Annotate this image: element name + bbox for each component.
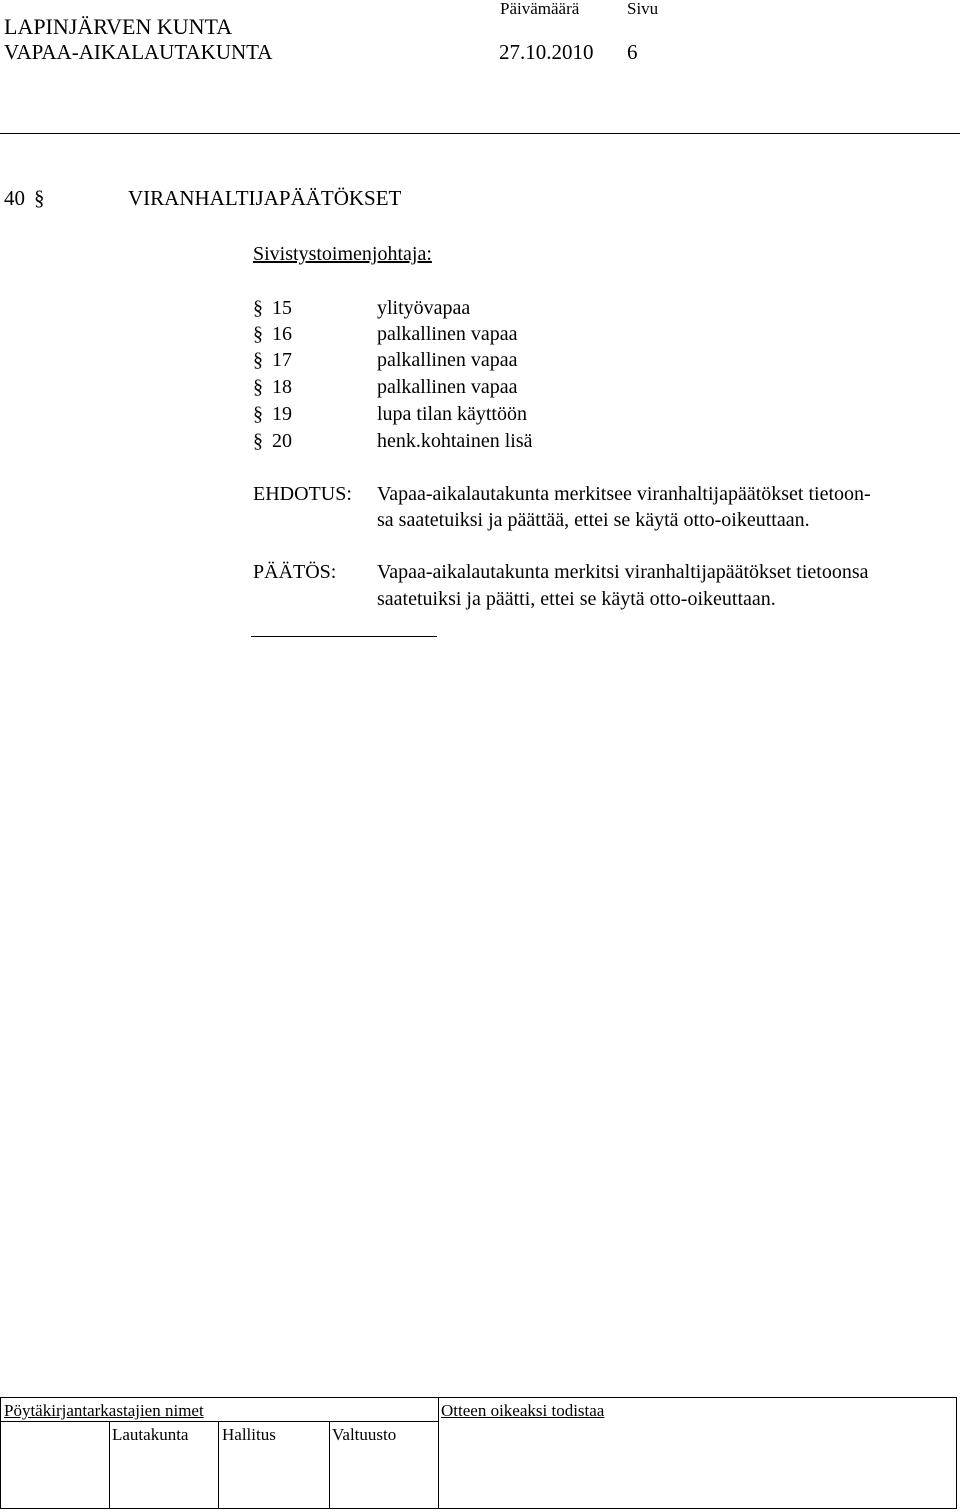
page-number: 6: [627, 40, 638, 64]
date-label: Päivämäärä: [500, 0, 580, 18]
decision-text: ylityövapaa: [377, 297, 471, 319]
decision-text: palkallinen vapaa: [377, 376, 518, 398]
end-rule: [251, 636, 437, 637]
footer-checkers-title: Pöytäkirjantarkastajien nimet: [4, 1401, 204, 1420]
committee-name: VAPAA-AIKALAUTAKUNTA: [4, 40, 273, 64]
decision-number: 15: [272, 297, 292, 319]
proposal-line: Vapaa-aikalautakunta merkitsee viranhaltijapäätökset tietoon-: [377, 483, 871, 505]
decision-number: 19: [272, 403, 292, 425]
footer-column-label: Lautakunta: [112, 1425, 189, 1444]
section-number: 40: [4, 186, 25, 210]
decision-number: 17: [272, 349, 292, 371]
section-mark: §: [34, 186, 45, 210]
section-mark: §: [253, 430, 263, 452]
section-mark: §: [253, 323, 263, 345]
section-mark: §: [253, 349, 263, 371]
section-mark: §: [253, 376, 263, 398]
subheading: Sivistystoimenjohtaja:: [253, 243, 432, 265]
header-divider: [0, 133, 960, 134]
footer-column-divider: [329, 1421, 330, 1509]
section-mark: §: [253, 403, 263, 425]
footer-column-divider: [109, 1421, 110, 1509]
decision-number: 16: [272, 323, 292, 345]
footer-column-label: Hallitus: [222, 1425, 276, 1444]
footer-column-divider: [218, 1421, 219, 1509]
proposal-line: sa saatetuiksi ja päättää, ettei se käytä otto-oikeuttaan.: [377, 509, 810, 531]
decision-text: lupa tilan käyttöön: [377, 403, 527, 425]
decision-text: henk.kohtainen lisä: [377, 430, 533, 452]
signature-footer: [0, 1397, 957, 1509]
decision-line: Vapaa-aikalautakunta merkitsi viranhaltijapäätökset tietoonsa: [377, 561, 869, 583]
footer-column-divider: [438, 1398, 439, 1509]
section-title: VIRANHALTIJAPÄÄTÖKSET: [128, 186, 402, 210]
decision-line: saatetuiksi ja päätti, ettei se käytä otto-oikeuttaan.: [377, 588, 776, 610]
decision-label: PÄÄTÖS:: [253, 561, 337, 583]
footer-certify-title: Otteen oikeaksi todistaa: [441, 1401, 605, 1420]
footer-column-label: Valtuusto: [332, 1425, 397, 1444]
decision-text: palkallinen vapaa: [377, 323, 518, 345]
meeting-date: 27.10.2010: [499, 40, 594, 64]
decision-number: 20: [272, 430, 292, 452]
decision-text: palkallinen vapaa: [377, 349, 518, 371]
decision-number: 18: [272, 376, 292, 398]
footer-divider: [1, 1421, 438, 1422]
section-mark: §: [253, 297, 263, 319]
organization-name: LAPINJÄRVEN KUNTA: [4, 14, 233, 39]
proposal-label: EHDOTUS:: [253, 483, 352, 505]
page-label: Sivu: [627, 0, 659, 18]
